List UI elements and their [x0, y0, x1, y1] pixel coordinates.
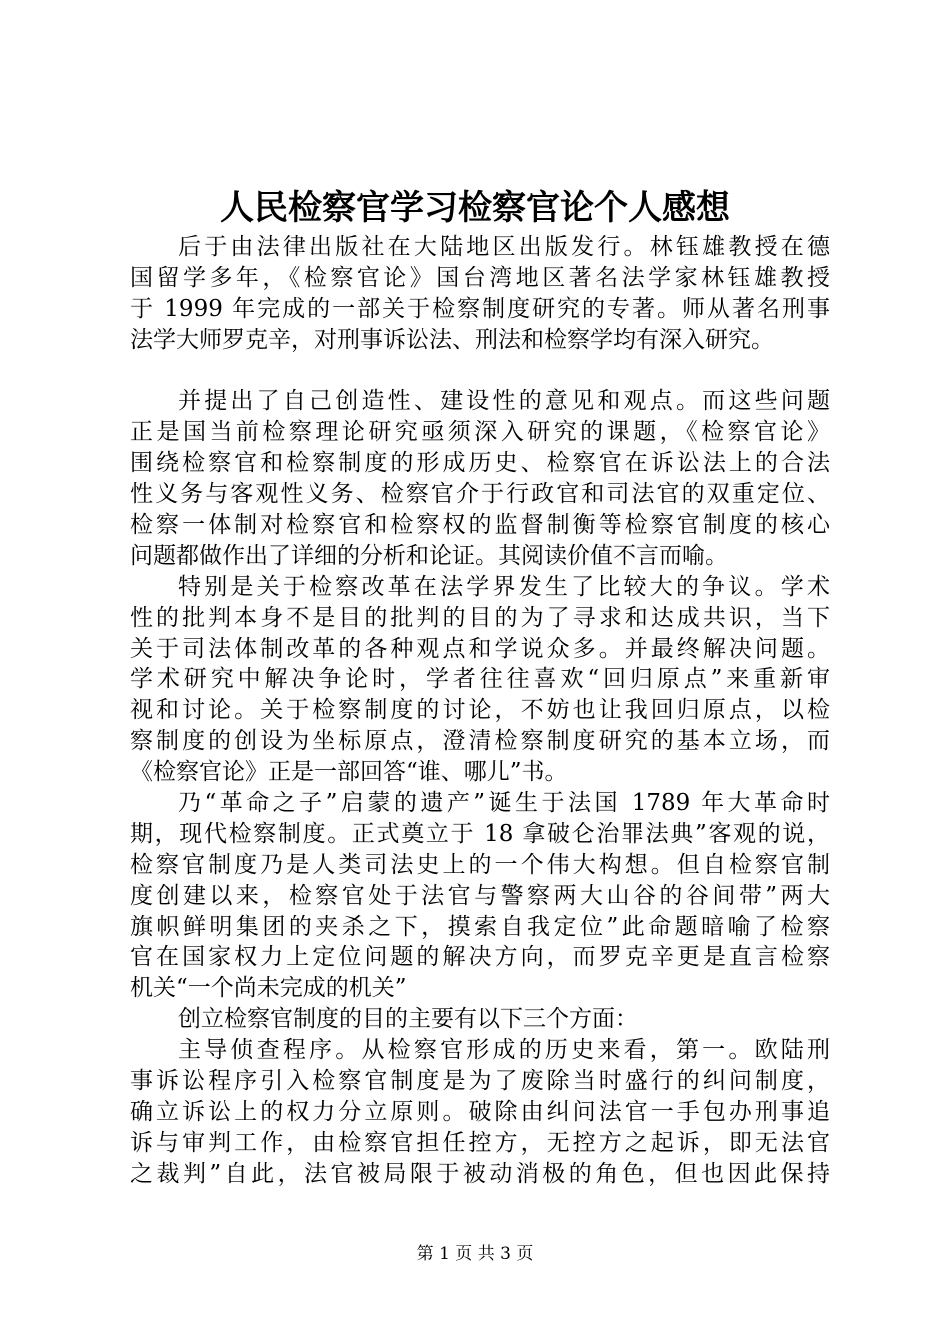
- paragraph: [130, 572, 830, 788]
- text-line: 性的批判本身不是目的批判的目的为了寻求和达成共识，当下: [130, 604, 830, 631]
- text-line: 国留学多年，《检察官论》国台湾地区著名法学家林钰雄教授: [130, 264, 830, 291]
- document-body: [130, 232, 830, 1190]
- text-line: 学术研究中解决争论时，学者往往喜欢“回归原点”来重新审: [130, 666, 830, 693]
- text-line: 并提出了自己创造性、建设性的意见和观点。而这些问题: [178, 388, 830, 415]
- text-line: 机关“一个尚未完成的机关”: [130, 975, 407, 1002]
- paragraph: [130, 386, 830, 571]
- text-line: 乃“革命之子”启蒙的遗产”诞生于法国 1789 年大革命时: [178, 790, 830, 817]
- paragraph: [130, 788, 830, 1004]
- paragraph: [130, 1035, 830, 1189]
- document-title: 人民检察官学习检察官论个人感想: [220, 188, 730, 228]
- text-line: 事诉讼程序引入检察官制度是为了废除当时盛行的纠问制度，: [130, 1068, 830, 1095]
- text-line: 确立诉讼上的权力分立原则。破除由纠问法官一手包办刑事追: [130, 1098, 830, 1125]
- text-line: 检察一体制对检察官和检察权的监督制衡等检察官制度的核心: [130, 512, 830, 539]
- text-line: 视和讨论。关于检察制度的讨论，不妨也让我回归原点，以检: [130, 697, 830, 724]
- text-line: 察制度的创设为坐标原点，澄清检察制度研究的基本立场，而: [130, 728, 830, 755]
- text-line: 性义务与客观性义务、检察官介于行政官和司法官的双重定位、: [130, 481, 830, 508]
- text-line: 正是国当前检察理论研究亟须深入研究的课题，《检察官论》: [130, 419, 830, 446]
- text-line: 后于由法律出版社在大陆地区出版发行。林钰雄教授在德: [178, 234, 830, 260]
- text-line: 旗帜鲜明集团的夹杀之下，摸索自我定位”此命题暗喻了检察: [130, 913, 830, 940]
- text-line: 检察官制度乃是人类司法史上的一个伟大构想。但自检察官制: [130, 851, 830, 878]
- text-line: 特别是关于检察改革在法学界发生了比较大的争议。学术: [178, 573, 830, 600]
- text-line: 主导侦查程序。从检察官形成的历史来看，第一。欧陆刑: [178, 1037, 830, 1064]
- paragraph: [130, 1004, 830, 1035]
- text-line: 关于司法体制改革的各种观点和学说众多。并最终解决问题。: [130, 635, 830, 662]
- text-line: 期，现代检察制度。正式奠立于 18 拿破仑治罪法典”客观的说，: [130, 820, 830, 847]
- text-line: 创立检察官制度的目的主要有以下三个方面：: [178, 1006, 638, 1033]
- text-line: 诉与审判工作，由检察官担任控方，无控方之起诉，即无法官: [130, 1129, 830, 1156]
- text-line: 之裁判”自此，法官被局限于被动消极的角色，但也因此保持: [130, 1160, 830, 1187]
- paragraph-gap: [130, 356, 830, 387]
- text-line: 法学大师罗克辛，对刑事诉讼法、刑法和检察学均有深入研究。: [130, 326, 774, 353]
- text-line: 问题都做作出了详细的分析和论证。其阅读价值不言而喻。: [130, 542, 728, 569]
- page-number: 第 1 页 共 3 页: [416, 1244, 534, 1264]
- text-line: 度创建以来，检察官处于法官与警察两大山谷的谷间带”两大: [130, 882, 830, 909]
- text-line: 《检察官论》正是一部回答“谁、哪儿”书。: [130, 759, 568, 786]
- text-line: 于 1999 年完成的一部关于检察制度研究的专著。师从著名刑事: [130, 295, 830, 322]
- text-line: 官在国家权力上定位问题的解决方向，而罗克辛更是直言检察: [130, 944, 830, 971]
- text-line: 围绕检察官和检察制度的形成历史、检察官在诉讼法上的合法: [130, 450, 830, 477]
- paragraph: [130, 232, 830, 356]
